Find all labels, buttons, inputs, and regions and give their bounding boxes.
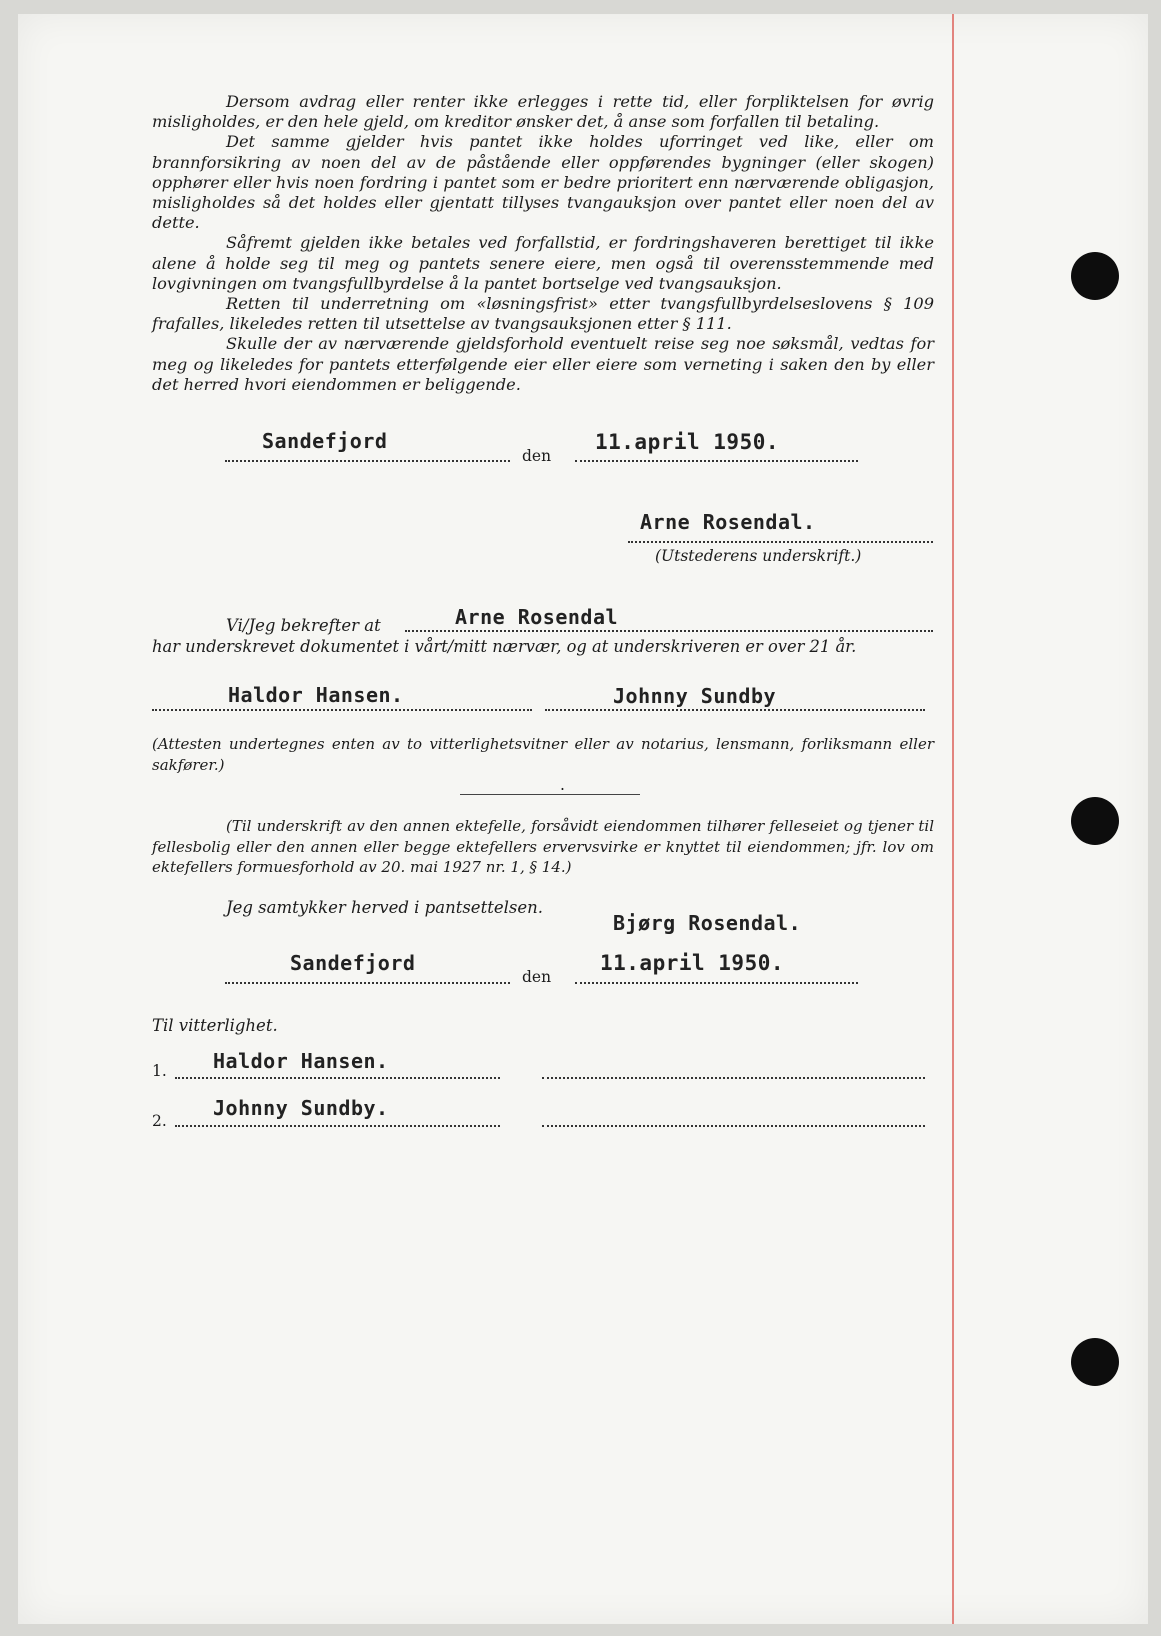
short-rule bbox=[460, 794, 640, 795]
attestation-label: Til vitterlighet. bbox=[152, 1016, 278, 1035]
spouse-place: Sandefjord bbox=[290, 951, 416, 975]
margin-rule bbox=[952, 14, 954, 1624]
spouse-note bbox=[152, 816, 934, 878]
witness-line-1 bbox=[152, 709, 532, 711]
confirmation-prefix: Vi/Jeg bekrefter at bbox=[226, 616, 381, 635]
confirmation-statement: har underskrevet dokumentet i vårt/mitt nærvær, og at underskriveren er over 21 år. bbox=[152, 637, 857, 656]
punch-hole-middle bbox=[1071, 797, 1119, 845]
punch-hole-top bbox=[1071, 252, 1119, 300]
issue-date: 11.april 1950. bbox=[595, 430, 780, 454]
spouse-consent: Jeg samtykker herved i pantsettelsen. bbox=[226, 898, 543, 917]
witness-line-2 bbox=[545, 709, 925, 711]
issuer-signature: Arne Rosendal. bbox=[640, 510, 816, 534]
condition-paragraph: Såfremt gjelden ikke betales ved forfallstid, er fordringshaveren berettiget til ikke alene å holde seg til meg og pantets senere eiere, men også til overensstemmende med lovgivningen om tvangsfullbyrdelse å la pantet bortselge ved tvangsauksjon. bbox=[152, 233, 934, 293]
attestation-line-2b bbox=[542, 1125, 925, 1127]
spouse-date: 11.april 1950. bbox=[600, 951, 785, 975]
witness-signature-1: Haldor Hansen. bbox=[228, 683, 404, 707]
condition-paragraph: Skulle der av nærværende gjeldsforhold eventuelt reise seg noe søksmål, vedtas for meg og likeledes for pantets etterfølgende eier eller eiere som verneting i saken den by eller det herred hvori eiendommen er beliggende. bbox=[152, 334, 934, 394]
issue-place-line bbox=[225, 460, 510, 462]
attestation-line-2a bbox=[175, 1125, 500, 1127]
spouse-note-text: (Til underskrift av den annen ektefelle, forsåvidt eiendommen tilhører felleseiet og tjener til fellesbolig eller den annen eller begge ektefellers ervervsvirke er knyttet til eiendommen; jfr. lov om ektefellers formuesforhold av 20. mai 1927 nr. 1, § 14.) bbox=[152, 817, 934, 876]
witness-signature-2: Johnny Sundby bbox=[613, 684, 777, 708]
attestation-number-2: 2. bbox=[152, 1112, 167, 1130]
condition-paragraph: Retten til underretning om «løsningsfrist» etter tvangsfullbyrdelseslovens § 109 frafalles, likeledes retten til utsettelse av tvangsauksjonen etter § 111. bbox=[152, 294, 934, 334]
attestation-witness-1: Haldor Hansen. bbox=[213, 1049, 389, 1073]
issue-date-line bbox=[575, 460, 858, 462]
condition-paragraph: Dersom avdrag eller renter ikke erlegges i rette tid, eller forpliktelsen for øvrig misligholdes, er den hele gjeld, om kreditor ønsker det, å anse som forfallen til betaling. bbox=[152, 92, 934, 132]
issuer-signature-line bbox=[628, 541, 933, 543]
issuer-signature-caption: (Utstederens underskrift.) bbox=[655, 547, 862, 565]
spouse-place-line bbox=[225, 982, 510, 984]
condition-paragraph: Det samme gjelder hvis pantet ikke holdes uforringet ved like, eller om brannforsikring av noen del av de påstående eller oppførendes bygninger (eller skogen) opphører eller hvis noen fordring i pantet som er bedre prioritert enn nærværende obligasjon, misligholdes så det holdes eller gjentatt tillyses tvangauksjon over pantet eller noen del av dette. bbox=[152, 132, 934, 233]
confirmed-signer-line bbox=[405, 630, 933, 632]
punch-hole-bottom bbox=[1071, 1338, 1119, 1386]
attestation-note bbox=[152, 734, 934, 775]
issue-den-label: den bbox=[522, 447, 552, 465]
conditions-text bbox=[152, 92, 934, 395]
stray-mark: . bbox=[560, 776, 565, 794]
attestation-witness-2: Johnny Sundby. bbox=[213, 1096, 389, 1120]
attestation-note-text: (Attesten undertegnes enten av to vitterlighetsvitner eller av notarius, lensmann, forliksmann eller sakfører.) bbox=[152, 735, 934, 774]
attestation-line-1a bbox=[175, 1077, 500, 1079]
spouse-den-label: den bbox=[522, 968, 552, 986]
attestation-line-1b bbox=[542, 1077, 925, 1079]
spouse-date-line bbox=[575, 982, 858, 984]
issue-place: Sandefjord bbox=[262, 429, 388, 453]
attestation-number-1: 1. bbox=[152, 1062, 167, 1080]
confirmed-signer-name: Arne Rosendal bbox=[455, 605, 619, 629]
spouse-signature: Bjørg Rosendal. bbox=[613, 911, 802, 935]
